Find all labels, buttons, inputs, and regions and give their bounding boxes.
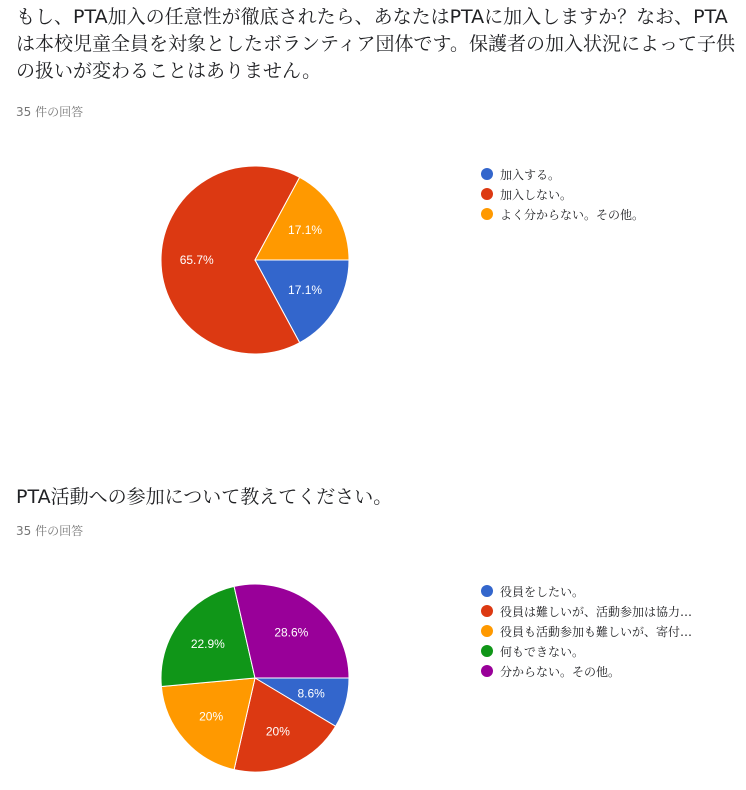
chart-legend bbox=[481, 581, 692, 681]
legend-swatch bbox=[481, 625, 493, 637]
legend-item[interactable] bbox=[481, 621, 692, 641]
slice-percent-label: 17.1% bbox=[288, 282, 323, 297]
legend-label: 加入する。 bbox=[500, 167, 561, 182]
legend-swatch bbox=[481, 188, 493, 200]
legend-item[interactable] bbox=[481, 661, 692, 681]
pie-chart-participation bbox=[155, 578, 355, 778]
legend-label: 役員も活動参加も難しいが、寄付… bbox=[500, 624, 693, 639]
legend-swatch bbox=[481, 208, 493, 220]
legend-item[interactable] bbox=[481, 641, 692, 661]
question-title: もし、PTA加入の任意性が徹底されたら、あなたはPTAに加入しますか？なお、PTAは本校児童全員を対象としたボランティア団体です。保護者の加入状況によって子供の扱いが変わることはありません。 bbox=[16, 6, 735, 82]
legend-label: 役員は難しいが、活動参加は協力… bbox=[500, 604, 693, 619]
legend-label: 分からない。その他。 bbox=[500, 664, 621, 679]
response-count: 35 件の回答 bbox=[16, 105, 84, 119]
legend-swatch bbox=[481, 585, 493, 597]
chart-legend bbox=[481, 164, 644, 224]
question-card-participation bbox=[0, 470, 746, 790]
slice-percent-label: 17.1% bbox=[288, 223, 323, 238]
legend-item[interactable] bbox=[481, 184, 644, 204]
slice-percent-label: 20% bbox=[265, 724, 290, 739]
slice-percent-label: 22.9% bbox=[190, 636, 225, 651]
legend-item[interactable] bbox=[481, 581, 692, 601]
legend-swatch bbox=[481, 665, 493, 677]
response-count: 35 件の回答 bbox=[16, 524, 84, 538]
legend-item[interactable] bbox=[481, 601, 692, 621]
legend-swatch bbox=[481, 645, 493, 657]
legend-label: 何もできない。 bbox=[500, 644, 585, 659]
legend-item[interactable] bbox=[481, 164, 644, 184]
legend-label: よく分からない。その他。 bbox=[500, 207, 645, 222]
pie-chart-join bbox=[155, 160, 355, 360]
legend-label: 役員をしたい。 bbox=[500, 584, 585, 599]
legend-label: 加入しない。 bbox=[500, 187, 573, 202]
slice-percent-label: 8.6% bbox=[297, 686, 325, 701]
slice-percent-label: 65.7% bbox=[179, 253, 214, 267]
question-title: PTA活動への参加について教えてください。 bbox=[16, 486, 393, 508]
legend-swatch bbox=[481, 168, 493, 180]
legend-swatch bbox=[481, 605, 493, 617]
legend-item[interactable] bbox=[481, 204, 644, 224]
slice-percent-label: 28.6% bbox=[274, 625, 309, 640]
slice-percent-label: 20% bbox=[199, 709, 224, 724]
